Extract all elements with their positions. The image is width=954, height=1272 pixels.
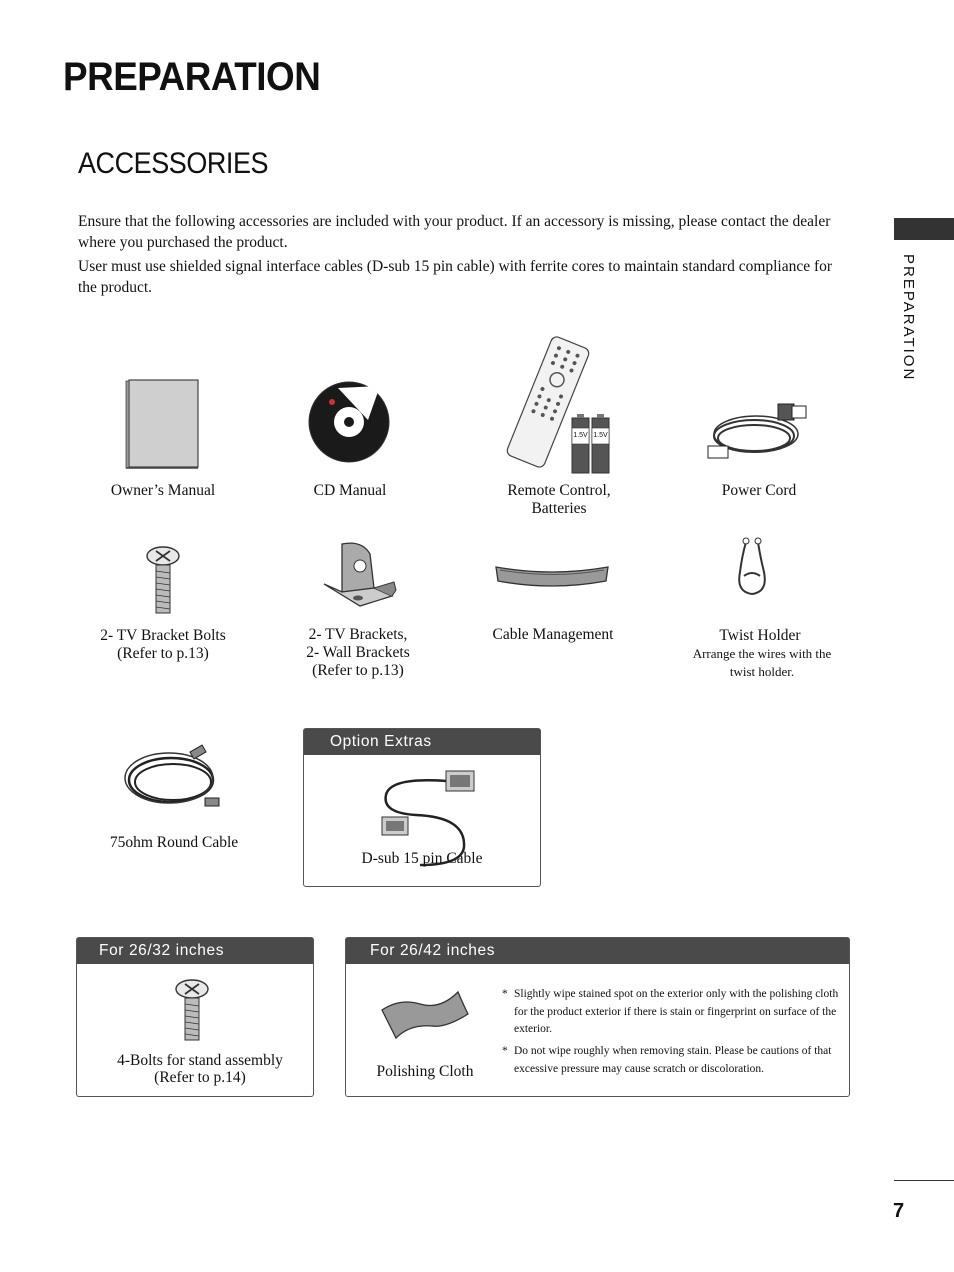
tv-brackets-label: 2- TV Brackets, [308, 626, 408, 643]
owners-manual-label: Owner’s Manual [110, 482, 216, 499]
cd-manual-label: CD Manual [313, 482, 387, 499]
batteries-icon [571, 414, 611, 474]
page-number: 7 [893, 1200, 905, 1222]
note-bullet-1: * [502, 988, 508, 1000]
round-cable-icon [125, 744, 225, 812]
intro-paragraph-2: User must use shielded signal interface cables (D-sub 15 pin cable) with ferrite cores to maintain standard compliance for the product. [78, 258, 833, 296]
cloth-note-2-text: Do not wipe roughly when removing stain. Please be cautions of that excessive pressure may cause scratch or discoloration. [514, 1045, 832, 1075]
brackets-ref: (Refer to p.13) [312, 662, 404, 679]
dsub-cable-label: D-sub 15 pin Cable [361, 850, 483, 867]
note-bullet-2: * [502, 1045, 508, 1057]
remote-control-label: Remote Control, [507, 482, 611, 499]
twist-holder-icon [732, 536, 772, 600]
bracket-bolts-label: 2- TV Bracket Bolts [100, 627, 226, 644]
stand-bolts-label: 4-Bolts for stand assembly [117, 1052, 283, 1069]
owners-manual-icon [124, 377, 200, 469]
section-title: ACCESSORIES [78, 147, 269, 180]
tv-bracket-icon [322, 542, 398, 610]
twist-holder-note-1: Arrange the wires with the [692, 646, 832, 661]
bracket-bolt-icon [145, 545, 181, 615]
footer-rule [894, 1180, 954, 1181]
wall-brackets-label: 2- Wall Brackets [306, 644, 410, 661]
battery-label-1: 1.5V [573, 432, 588, 439]
polishing-cloth-icon [380, 990, 470, 1042]
battery-label-2: 1.5V [593, 432, 608, 439]
box-26-42 [345, 937, 850, 1097]
round-cable-label: 75ohm Round Cable [109, 834, 239, 851]
cloth-note-2 [502, 1043, 844, 1078]
side-tab-marker [894, 218, 954, 240]
stand-bolts-ref: (Refer to p.14) [154, 1069, 246, 1086]
option-extras-box [303, 728, 541, 887]
power-cord-label: Power Cord [721, 482, 797, 499]
intro-paragraph-1: Ensure that the following accessories are included with your product. If an accessory is missing, please contact the dealer where you purchased the product. [78, 213, 831, 251]
twist-holder-note-2: twist holder. [729, 664, 795, 679]
page-title: PREPARATION [63, 55, 321, 99]
cable-management-icon [492, 561, 612, 591]
stand-bolt-icon [174, 978, 210, 1042]
polishing-cloth-label: Polishing Cloth [376, 1063, 474, 1080]
dsub-cable-icon [380, 769, 476, 841]
option-extras-header: Option Extras [304, 729, 540, 755]
box-26-42-header: For 26/42 inches [346, 938, 849, 964]
box-26-32 [76, 937, 314, 1097]
cd-icon [308, 380, 390, 464]
batteries-label: Batteries [531, 500, 587, 517]
power-cord-icon [706, 402, 810, 462]
side-label: PREPARATION [900, 254, 917, 382]
box-26-32-header: For 26/32 inches [77, 938, 313, 964]
cable-management-label: Cable Management [492, 626, 614, 643]
cloth-note-1-text: Slightly wipe stained spot on the exterior only with the polishing cloth for the product exterior if there is stain or fingerprint on surface of the exterior. [514, 988, 839, 1035]
bracket-bolts-ref: (Refer to p.13) [117, 645, 209, 662]
cloth-note-1 [502, 986, 844, 1039]
twist-holder-label: Twist Holder [719, 627, 801, 644]
